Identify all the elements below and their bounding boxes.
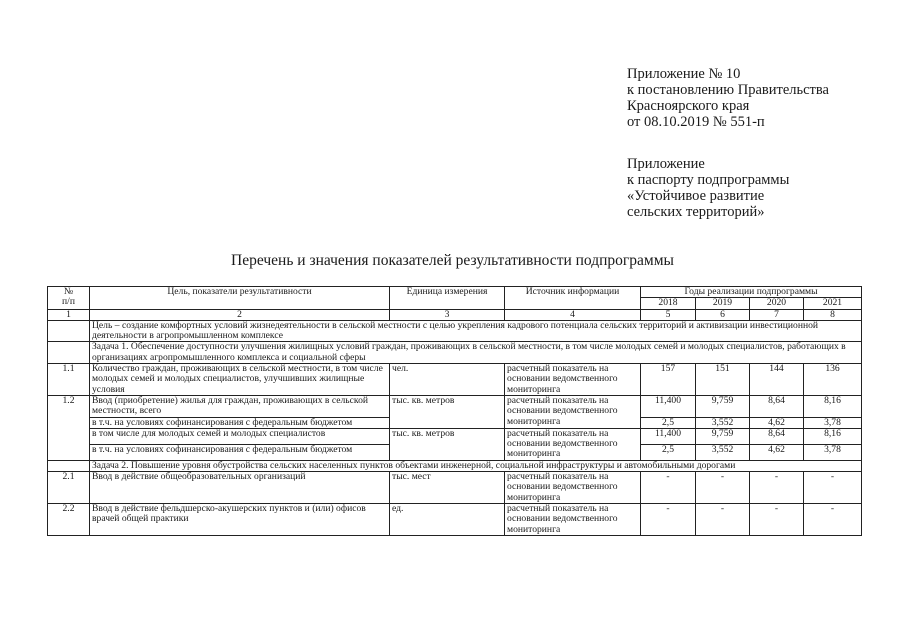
indicator-name: Количество граждан, проживающих в сельской местности, в том числе молодых семей и молодых специалистов, улучшивших жилищные условия [90,364,390,396]
col-num: 2 [90,309,390,320]
indicator-value: 144 [750,364,804,396]
indicator-name: в т.ч. на условиях софинансирования с федеральным бюджетом [90,444,390,460]
goal-row [48,320,862,342]
column-number-row [48,309,862,320]
indicator-name: в том числе для молодых семей и молодых специалистов [90,428,390,444]
goal-empty-cell [48,320,90,342]
indicator-value: - [641,472,696,504]
header-unit: Единица измерения [390,287,505,310]
indicator-value: - [750,503,804,535]
indicator-unit: чел. [390,364,505,396]
col-num: 1 [48,309,90,320]
header-source: Источник информации [505,287,641,310]
header-line: сельских территорий» [627,204,765,220]
indicator-value: - [750,472,804,504]
col-num: 6 [696,309,750,320]
header-gap [627,130,829,146]
indicator-source: расчетный показатель на основании ведомственного мониторинга [505,364,641,396]
table-header-row [48,287,862,298]
indicator-value: 3,552 [696,444,750,460]
header-line: к постановлению Правительства [627,82,829,98]
header-year: 2019 [696,298,750,309]
col-num: 5 [641,309,696,320]
indicator-source: расчетный показатель на основании ведомственного мониторинга [505,472,641,504]
indicator-value: 11,400 [641,428,696,444]
table-row [48,503,862,535]
row-number: 1.1 [48,364,90,396]
indicator-source: расчетный показатель на основании ведомственного мониторинга [505,428,641,460]
header-years-group: Годы реализации подпрограммы [641,287,862,298]
row-number: 1.2 [48,395,90,460]
indicator-value: - [641,503,696,535]
header-line: «Устойчивое развитие [627,188,765,204]
indicator-source: расчетный показатель на основании ведомственного мониторинга [505,395,641,428]
indicator-value: - [696,503,750,535]
indicator-unit: тыс. кв. метров [390,395,505,428]
indicator-value: - [804,472,862,504]
indicator-value: 9,759 [696,428,750,444]
indicator-name: Ввод (приобретение) жилья для граждан, проживающих в сельской местности, всего [90,395,390,417]
indicator-source: расчетный показатель на основании ведомственного мониторинга [505,503,641,535]
approval-header [627,66,829,220]
indicator-name: Ввод в действие фельдшерско-акушерских пунктов и (или) офисов врачей общей практики [90,503,390,535]
indicator-name: в т.ч. на условиях софинансирования с федеральным бюджетом [90,417,390,428]
table-row [48,395,862,417]
indicator-value: 2,5 [641,444,696,460]
indicator-value: 2,5 [641,417,696,428]
task-row [48,460,862,471]
indicators-table [47,286,862,536]
row-number: 2.1 [48,472,90,504]
indicator-value: 3,78 [804,417,862,428]
indicator-value: 4,62 [750,417,804,428]
indicator-unit: тыс. кв. метров [390,428,505,460]
indicator-unit: ед. [390,503,505,535]
indicator-value: 8,16 [804,428,862,444]
col-num: 7 [750,309,804,320]
indicator-name: Ввод в действие общеобразовательных организаций [90,472,390,504]
header-gap [627,146,829,156]
indicator-value: 8,16 [804,395,862,417]
indicator-unit: тыс. мест [390,472,505,504]
row-number: 2.2 [48,503,90,535]
indicator-value: 8,64 [750,395,804,417]
header-line: к паспорту подпрограммы [627,172,790,188]
indicator-value: 11,400 [641,395,696,417]
table-row [48,364,862,396]
indicator-value: 9,759 [696,395,750,417]
indicator-value: 136 [804,364,862,396]
indicator-value: - [804,503,862,535]
col-num: 4 [505,309,641,320]
header-year: 2018 [641,298,696,309]
header-year: 2021 [804,298,862,309]
indicator-value: 4,62 [750,444,804,460]
header-line: Приложение [627,156,705,172]
header-line: Красноярского края [627,98,750,114]
task-text: Задача 2. Повышение уровня обустройства сельских населенных пунктов объектами инженерной, социальной инфраструктуры и автомобильными дорогами [90,460,862,471]
col-num: 3 [390,309,505,320]
indicator-value: 157 [641,364,696,396]
col-num: 8 [804,309,862,320]
table-subrow [48,428,862,444]
header-line: Приложение № 10 [627,66,741,82]
task-row [48,342,862,364]
indicator-value: 3,552 [696,417,750,428]
header-goal: Цель, показатели результативности [90,287,390,310]
table-row [48,472,862,504]
indicator-value: 151 [696,364,750,396]
task-text: Задача 1. Обеспечение доступности улучшения жилищных условий граждан, проживающих в сельской местности, в том числе молодых семей и молодых специалистов, работающих в организациях агропромышленного комплекса и социальной сферы [90,342,862,364]
header-no: № п/п [48,287,90,310]
document-title: Перечень и значения показателей результативности подпрограммы [231,252,674,269]
header-line: от 08.10.2019 № 551-п [627,114,765,130]
goal-text: Цель – создание комфортных условий жизнедеятельности в сельской местности с целью укрепления кадрового потенциала сельских территорий и активизации инвестиционной деятельности в агропромышленном комплексе [90,320,862,342]
task-empty-cell [48,342,90,364]
indicator-value: 3,78 [804,444,862,460]
header-year: 2020 [750,298,804,309]
indicator-value: 8,64 [750,428,804,444]
indicator-value: - [696,472,750,504]
task-empty-cell [48,460,90,471]
